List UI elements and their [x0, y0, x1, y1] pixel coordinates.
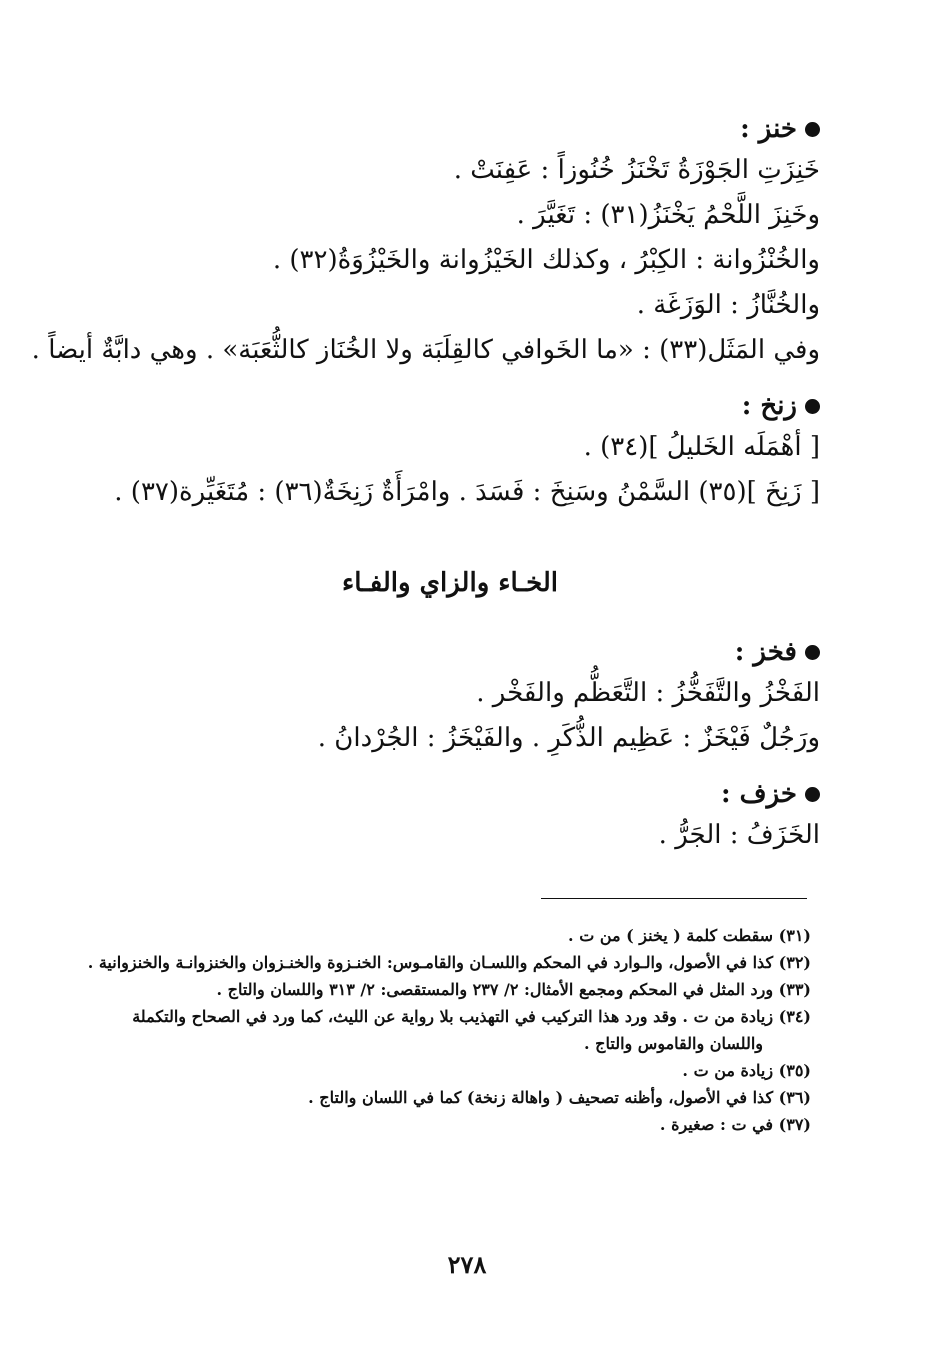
root-heading — [80, 633, 820, 671]
footnote-number: (٣١) — [778, 926, 811, 945]
footnote-text: ورد المثل في المحكم ومجمع الأمثال: ٢/ ٢٣٧ والمستقصى: ٢/ ٣١٣ واللسان والتاج . — [216, 980, 774, 999]
root-word: خزف : — [720, 779, 797, 809]
entry-fkhz — [80, 633, 820, 761]
entry-line: الخَزَفُ : الجَرُّ . — [658, 820, 820, 850]
footnote-text: زيادة من ت . وقد ورد هذا التركيب في التهذيب بلا رواية عن الليث، كما ورد في الصحاح والتكملة واللسان والقاموس والتاج . — [132, 1007, 774, 1053]
section-title: الخـاء والزاي والفـاء — [341, 568, 559, 598]
root-heading — [80, 387, 820, 425]
entry-khzf — [80, 775, 820, 858]
footnote-number: (٣٤) — [778, 1007, 811, 1026]
entry-line: وفي المَثَل(٣٣) : «ما الخَوافي كالقِلَبَة ولا الخُنَاز كالثُّعَبَة» . وهي دابَّةٌ أيضاً . — [31, 335, 820, 365]
footnote-number: (٣٣) — [778, 980, 811, 999]
footnote-text: في ت : صغيرة . — [659, 1115, 774, 1134]
footnote — [76, 1111, 811, 1138]
entry-khnz — [31, 110, 820, 373]
entry-line: [ أهْمَلَه الخَليلُ ](٣٤) . — [583, 432, 820, 462]
entry-znkh — [80, 387, 820, 515]
footnote-text: كذا في الأصول، وأظنه تصحيف ( واهالة زنخة) كما في اللسان والتاج . — [308, 1088, 774, 1107]
entry-line: والخُنَّازُ : الوَزَغَة . — [636, 290, 820, 320]
footnote-number: (٣٧) — [778, 1115, 811, 1134]
footnote — [76, 1084, 811, 1111]
bullet-icon — [805, 787, 820, 802]
footnote-number: (٣٦) — [778, 1088, 811, 1107]
footnote-number: (٣٥) — [778, 1061, 811, 1080]
entry-line: وخَنِزَ اللَّحْمُ يَخْنَزُ(٣١) : تَغَيَّرَ . — [516, 200, 820, 230]
entry-line: ورَجُلٌ فَيْخَزٌ : عَظِيم الذُّكَرِ . والفَيْخَزُ : الجُرْدانُ . — [317, 723, 820, 753]
footnote — [76, 1003, 811, 1057]
footnote-text: كذا في الأصول، والـوارد في المحكم واللسـان والقامـوس: الخنـزوة والخنـزوان والخنزوانـة والخنزوانية . — [87, 953, 774, 972]
entry-line: والخُنْزُوانة : الكِبْرُ ، وكذلك الخَيْزُوانة والخَيْزُوَةُ(٣٢) . — [272, 245, 820, 275]
footnote — [76, 922, 811, 949]
footnote-text: سقطت كلمة ( يخنز ) من ت . — [568, 926, 774, 945]
root-heading — [80, 775, 820, 813]
bullet-icon — [805, 645, 820, 660]
root-word: خنز : — [740, 114, 797, 144]
footnote — [76, 949, 811, 976]
entry-line: [ زَنِخَ ](٣٥) السَّمْنُ وسَنِخَ : فَسَدَ . وامْرَأَةٌ زَنِخَةٌ(٣٦) : مُتَغَيِّرة(٣٧) . — [114, 477, 820, 507]
page-number: ٢٧٨ — [447, 1250, 487, 1279]
footnotes — [76, 922, 811, 1138]
footnote-text: زيادة من ت . — [682, 1061, 774, 1080]
root-word: فخز : — [734, 637, 797, 667]
entry-line: الفَخْزُ والتَّفَخُّزُ : التَّعَظُّم والفَخْر . — [476, 678, 820, 708]
footnote-divider — [541, 898, 807, 899]
footnote — [76, 976, 811, 1003]
bullet-icon — [805, 399, 820, 414]
entry-line: خَنِزَتِ الجَوْزَةُ تَخْنَزُ خُنُوزاً : عَفِنَتْ . — [453, 155, 820, 185]
root-heading — [80, 110, 820, 148]
footnote — [76, 1057, 811, 1084]
bullet-icon — [805, 122, 820, 137]
footnote-number: (٣٢) — [778, 953, 811, 972]
root-word: زنخ : — [741, 391, 797, 421]
